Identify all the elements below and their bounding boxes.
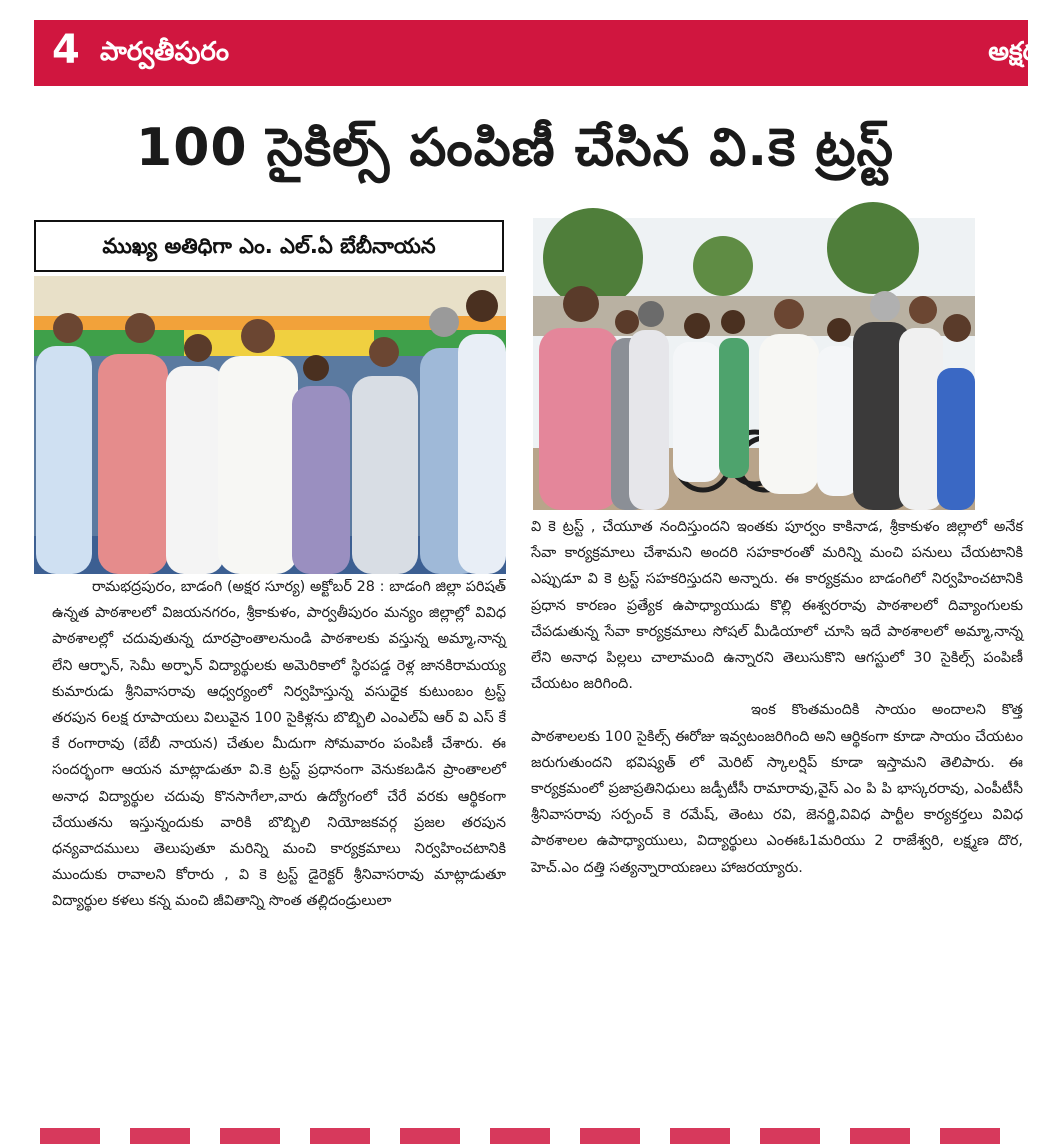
article-left-column	[52, 574, 506, 1114]
section-place: పార్వతీపురం	[100, 37, 230, 67]
newspaper-name: అక్షర	[988, 37, 1038, 67]
subheadline: ముఖ్య అతిధిగా ఎం. ఎల్.ఏ బేబీనాయన	[34, 220, 504, 272]
bicycle-distribution-photo	[533, 218, 975, 510]
page-number: 4	[52, 27, 80, 73]
article-paragraph: వి కె ట్రస్ట్ , చేయూత నందిస్తుందని ఇంతకు పూర్వం కాకినాడ, శ్రీకాకుళం జిల్లాలో అనేక సేవా కార్యక్రమాలు చేశామని అందరి సహకారంతో మరిన్ని మంచి పనులు చేయటానికి ఎప్పుడూ వి కె ట్రస్ట్ సహకరిస్తుదని అన్నారు. ఈ కార్యక్రమం బాడంగిలో నిర్వహించటానికి ప్రధాన కారణం ప్రత్యేక ఉపాధ్యాయుడు కొల్లి ఈశ్వరరావు పాఠశాలలో దివ్యాంగులకు చేపడుతున్న సేవా కార్యక్రమాలు సోషల్ మీడియాలో చూసి ఇదే పాఠశాలలో అమ్మా,నాన్న లేని అనాధ పిల్లలు చాలామంది ఉన్నారని తెలుసుకొని ఆగస్టులో 30 సైకిల్స్ పంపిణీ చేయటం జరిగింది.	[531, 519, 1023, 693]
headline: 100 సైకిల్స్ పంపిణీ చేసిన వి.కె ట్రస్ట్	[136, 118, 894, 178]
page-banner	[34, 20, 1038, 86]
article-paragraph: ఇంక కొంతమందికి సాయం అందాలని కొత్త పాఠశాలలకు 100 సైకిల్స్ ఈరోజు ఇవ్వటంజరిగింది అని ఆర్థికంగా కూడా సాయం చేయటం జరుగుతుందని భవిష్యత్ లో మెరిట్ స్కాలర్షిప్ కూడా ఇస్తామని తెలిపారు. ఈ కార్యక్రమంలో ప్రజాప్రతినిధులు జడ్పీటీసీ రామారావు,వైస్ ఎం పి పి భాస్కరరావు, ఎంపీటీసీ శ్రీనివాసరావు సర్పంచ్ కె రమేష్, తెంటు రవి, జెనర్జి,వివిధ పార్టీల కార్యకర్తలు వివిధ పాఠశాలల ఉపాధ్యాయులు, విద్యార్థులు ఎంఈఓ1మరియు 2 రాజేశ్వరి, లక్ష్మణ దొర, హెచ్.ఎం దత్తి సత్యన్నారాయణలు హాజరయ్యారు.	[531, 702, 1023, 876]
article-paragraph: రామభద్రపురం, బాడంగి (అక్షర సూర్య) అక్టోబర్ 28 : బాడంగి జిల్లా పరిషత్ ఉన్నత పాఠశాలలో విజయనగరం, శ్రీకాకుళం, పార్వతీపురం మన్యం జిల్లాల్లో వివిధ పాఠశాలల్లో చదువుతున్న దూరప్రాంతాలనుండి పాఠశాలకు వస్తున్న అమ్మా,నాన్న లేని ఆర్ఫాన్, సెమీ అర్ఫాన్ విద్యార్థులకు అమెరికాలో స్థిరపడ్డ రెళ్ల జానకిరామయ్య కుమారుడు శ్రీనివాసరావు ఆధ్వర్యంలో నిర్వహిస్తున్న వసుధైక కుటుంబం ట్రస్ట్ తరపున 6లక్ష రూపాయలు విలువైన 100 సైకిళ్లను బొబ్బిలి ఎంఎల్ఏ ఆర్ వి ఎస్ కే కే రంగారావు (బేబీ నాయన) చేతుల మీదుగా సోమవారం పంపిణీ చేశారు. ఈ సందర్భంగా ఆయన మాట్లాడుతూ వి.కె ట్రస్ట్ ప్రధానంగా వెనుకబడిన ప్రాంతాలలో అనాధ విద్యార్థుల చదువు కొనసాగేలా,వారు ఉద్యోగంలో చేరే వరకు ఆర్థికంగా చేయుతను ఇస్తున్నందుకు వారికి బొబ్బిలి నియోజకవర్గ ప్రజల తరపున ధన్యవాదములు తెలుపుతూ మరిన్ని మంచి కార్యక్రమాలు నిర్వహించటానికి ముందుకు రావాలని కోరారు , వి కె ట్రస్ట్ డైరెక్టర్ శ్రీనివాసరావు మాట్లాడుతూ విద్యార్థుల కళలు కన్న మంచి జీవితాన్ని సొంత తల్లిదండ్రులులా	[52, 579, 506, 910]
stage-event-image	[34, 276, 506, 574]
bicycle-distribution-image	[533, 218, 975, 510]
article-right-column	[531, 514, 1023, 1114]
next-headline-strip	[40, 1128, 1020, 1144]
stage-event-photo	[34, 276, 506, 574]
